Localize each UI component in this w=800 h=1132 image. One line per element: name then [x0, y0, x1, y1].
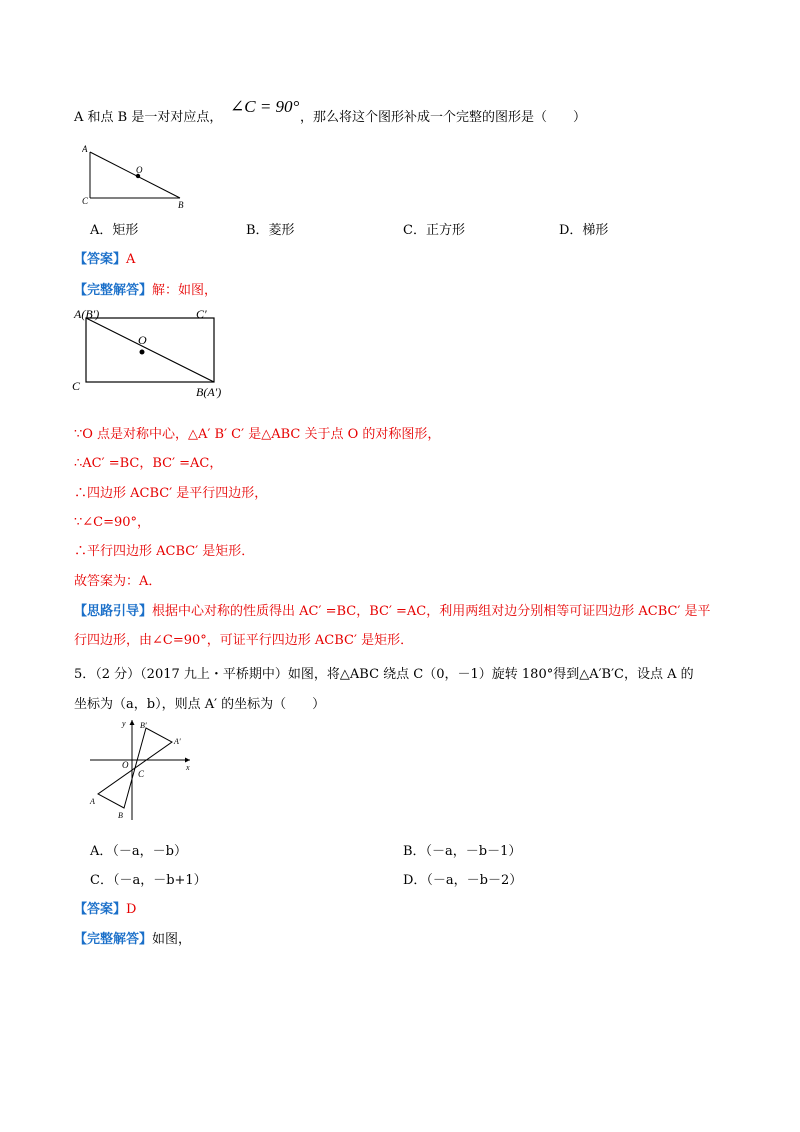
- q4-rectangle-figure: [72, 304, 252, 404]
- q4-step-3: ∴四边形 ACBC′ 是平行四边形，: [74, 486, 268, 501]
- q5-stem-line2: 坐标为（a，b），则点 A′ 的坐标为（ ）: [74, 697, 326, 712]
- q4-sol-label-o: O: [138, 333, 147, 347]
- q4-sol-label-ab: A(B′): [74, 307, 100, 321]
- q5-label-b: B: [118, 811, 123, 820]
- q4-option-c: C．正方形: [403, 223, 465, 238]
- q4-answer-tag: 【答案】: [74, 252, 127, 267]
- q4-triangle-figure: [82, 142, 202, 212]
- q4-label-o: O: [136, 165, 143, 175]
- q4-hint-row: [74, 603, 711, 621]
- q4-solution-tag: 【完整解答】: [74, 283, 153, 298]
- q4-sol-label-cp: C′: [196, 307, 207, 321]
- q4-step-2: ∴AC′ =BC，BC′ =AC，: [74, 456, 223, 471]
- q5-answer-row: [74, 901, 136, 919]
- q5-label-a: A: [90, 797, 95, 806]
- q4-answer-value: A: [126, 252, 136, 267]
- q4-option-b: B．菱形: [246, 223, 295, 238]
- q4-hint-line2: 行四边形，由∠C=90°，可证平行四边形 ACBC′ 是矩形．: [74, 633, 414, 648]
- q4-answer-row: [74, 251, 135, 269]
- q4-label-b: B: [178, 200, 184, 210]
- q5-label-x: x: [186, 763, 190, 772]
- q4-solution-intro: 解：如图，: [152, 283, 218, 298]
- q4-formula-angle-c: ∠C = 90°: [230, 97, 300, 116]
- q5-stem-line1: 5．（2 分）（2017 九上・平桥期中）如图，将△ABC 绕点 C（0，－1）旋转 180°得到△A′B′C，设点 A 的: [74, 667, 694, 682]
- q4-sol-label-c: C: [72, 379, 81, 393]
- q4-step-4: ∵∠C=90°，: [74, 515, 151, 530]
- q5-option-d: D．（－a，－b－2）: [403, 873, 523, 888]
- q4-stem-part2: ，那么将这个图形补成一个完整的图形是（ ）: [300, 110, 587, 125]
- q4-sol-label-ba: B(A′): [196, 385, 222, 399]
- q4-label-c: C: [82, 196, 89, 206]
- q4-solution-row: [74, 282, 217, 300]
- q5-label-c: C: [138, 769, 145, 779]
- q4-step-5: ∴平行四边形 ACBC′ 是矩形．: [74, 544, 255, 559]
- q5-option-a: A．（－a，－b）: [90, 844, 187, 859]
- q4-hint-line1: 根据中心对称的性质得出 AC′ =BC，BC′ =AC，利用两组对边分别相等可证四边形 ACBC′ 是平: [152, 604, 711, 619]
- q4-option-d: D．梯形: [559, 223, 609, 238]
- q5-option-b: B．（－a，－b－1）: [403, 844, 522, 859]
- q4-step-6: 故答案为：A．: [74, 574, 162, 589]
- q5-coordinate-figure: [82, 716, 202, 826]
- q4-hint-tag: 【思路引导】: [74, 604, 153, 619]
- q4-option-a: A．矩形: [90, 223, 139, 238]
- q5-label-o: O: [122, 760, 129, 770]
- q4-stem-part1: A 和点 B 是一对对应点，: [74, 110, 223, 125]
- q5-solution-intro: 如图，: [152, 932, 192, 947]
- q5-answer-value: D: [126, 902, 137, 917]
- q4-label-a: A: [82, 144, 88, 154]
- q5-label-ap: A′: [174, 737, 181, 746]
- q5-label-y: y: [122, 719, 126, 728]
- q5-solution-row: [74, 931, 191, 949]
- q5-option-c: C．（－a，－b+1）: [90, 873, 207, 888]
- q5-label-bp: B′: [140, 721, 147, 730]
- q5-solution-tag: 【完整解答】: [74, 932, 153, 947]
- q4-step-1: ∵O 点是对称中心，△A′ B′ C′ 是△ABC 关于点 O 的对称图形，: [74, 427, 441, 442]
- q5-answer-tag: 【答案】: [74, 902, 127, 917]
